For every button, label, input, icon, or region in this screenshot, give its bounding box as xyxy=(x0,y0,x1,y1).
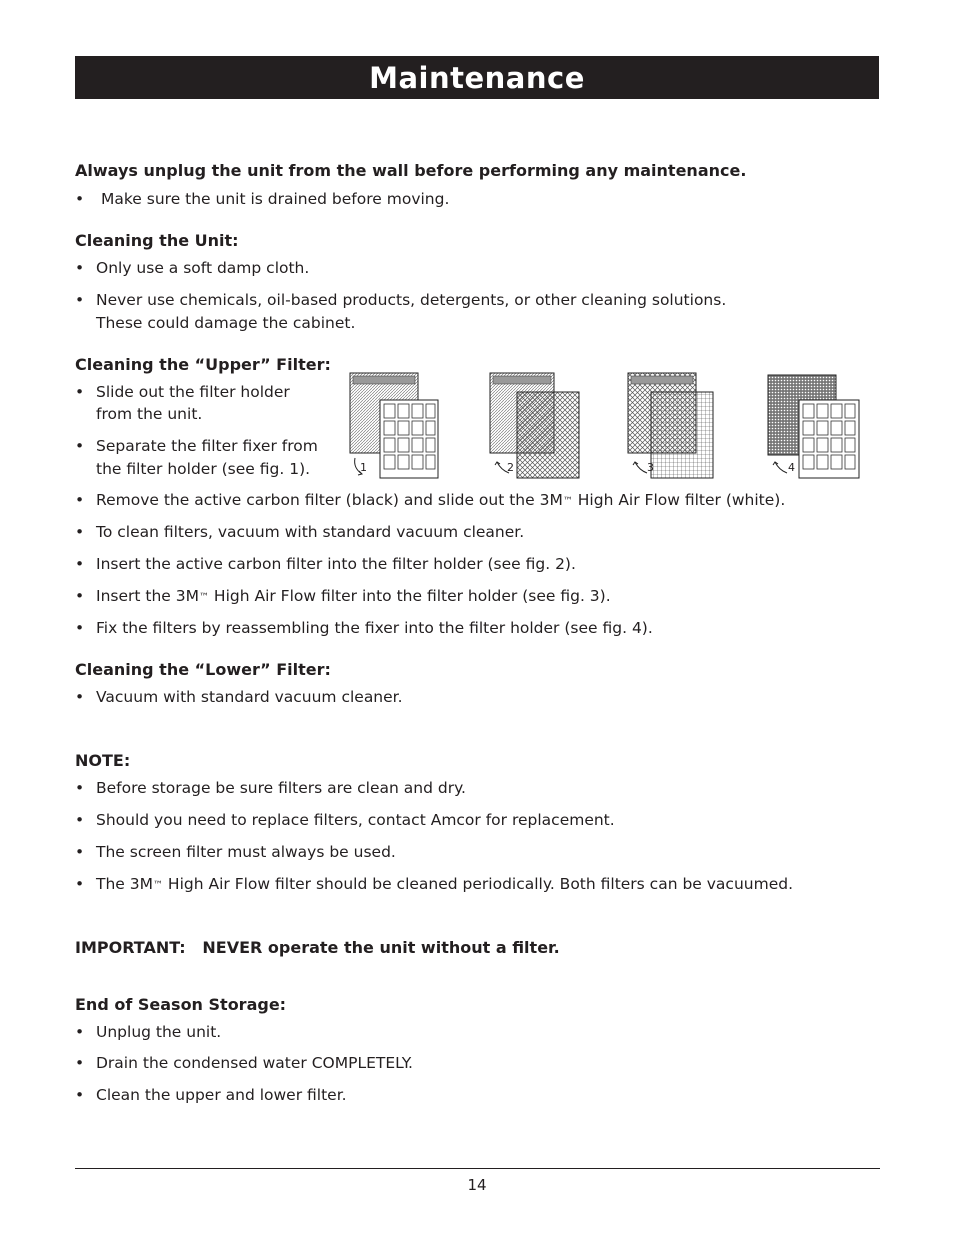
bullet-icon: • xyxy=(75,779,85,797)
important-warning: IMPORTANT: NEVER operate the unit without a filter. xyxy=(75,938,560,957)
bullet-icon: • xyxy=(75,491,85,509)
bullet-icon: • xyxy=(75,383,85,401)
bullet-icon: • xyxy=(75,875,85,893)
bullet-icon: • xyxy=(75,843,85,861)
unplug-warning: Always unplug the unit from the wall before performing any maintenance. xyxy=(75,161,747,180)
bullet-icon: • xyxy=(75,291,85,309)
section-heading-cleaning-unit: Cleaning the Unit: xyxy=(75,231,239,250)
bullet-icon: • xyxy=(75,688,85,706)
section-heading-storage: End of Season Storage: xyxy=(75,995,287,1014)
figure-3 xyxy=(628,373,713,478)
bullet-icon: • xyxy=(75,523,85,541)
bullet-icon: • xyxy=(75,1086,85,1104)
page-number: 14 xyxy=(467,1176,487,1194)
bullet-icon: • xyxy=(75,555,85,573)
bullet-icon: • xyxy=(75,190,85,208)
bullet-icon: • xyxy=(75,1023,85,1041)
bullet-icon: • xyxy=(75,1054,85,1072)
bullet-icon: • xyxy=(75,437,85,455)
title-bar xyxy=(75,56,879,99)
bullet-icon: • xyxy=(75,619,85,637)
figure-1 xyxy=(350,373,438,478)
bullet-icon: • xyxy=(75,259,85,277)
section-heading-note: NOTE: xyxy=(75,751,131,770)
page-title: Maintenance xyxy=(369,60,585,95)
figure-2 xyxy=(490,373,579,478)
figure-4 xyxy=(768,375,859,478)
filter-figures xyxy=(345,370,865,485)
figure-label-1: 1 xyxy=(360,461,367,474)
bullet-icon: • xyxy=(75,811,85,829)
figure-label-3: 3 xyxy=(647,461,654,474)
figure-label-4: 4 xyxy=(788,461,795,474)
bullet-icon: • xyxy=(75,587,85,605)
section-heading-upper-filter: Cleaning the “Upper” Filter: xyxy=(75,355,331,374)
footer-divider xyxy=(75,1168,880,1169)
figure-label-2: 2 xyxy=(507,461,514,474)
section-heading-lower-filter: Cleaning the “Lower” Filter: xyxy=(75,660,331,679)
